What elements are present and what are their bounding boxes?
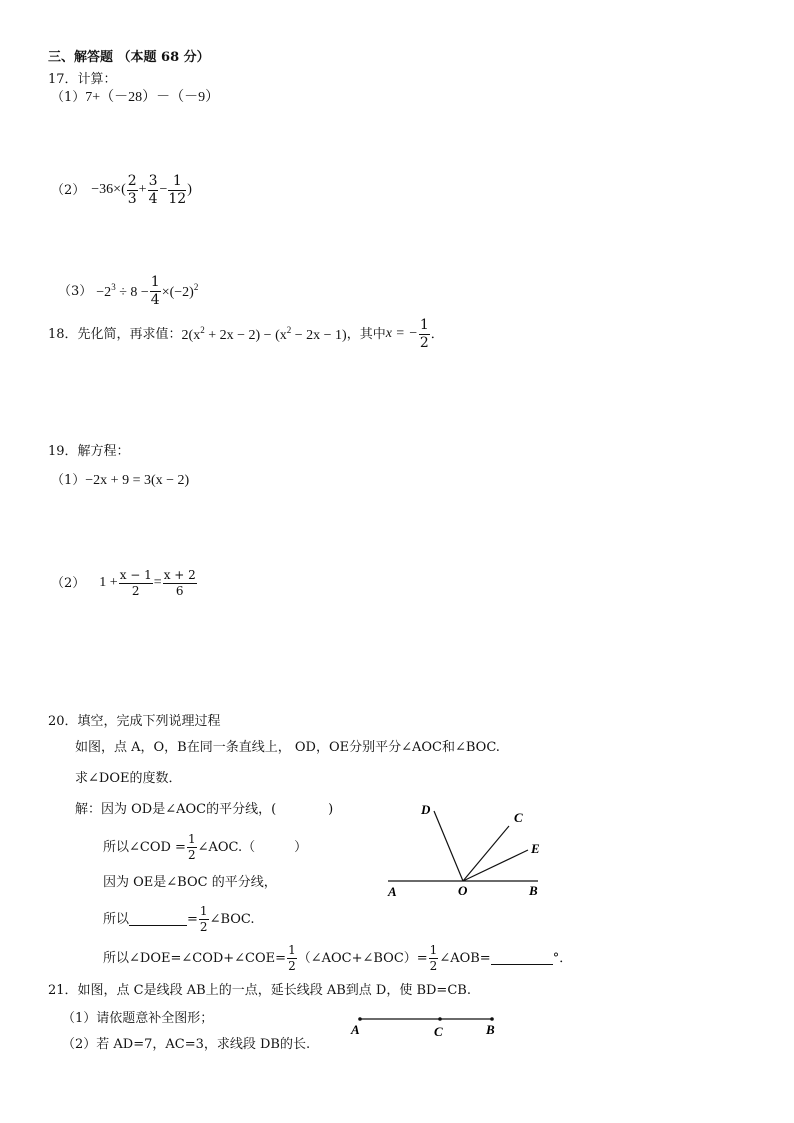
q20-sol4-frac: $\frac{1}{2}$ xyxy=(199,904,208,934)
q17-part2-tag: （2） xyxy=(51,182,86,198)
q19-part2 xyxy=(51,569,198,597)
q18-expr-c: − 2x − 1) xyxy=(291,327,347,343)
q20-sol4-post: ∠BOC. xyxy=(209,911,255,927)
q17-part1-tag: （1） xyxy=(51,90,86,105)
q20-sol5-pre: 所以∠DOE=∠COD+∠COE= xyxy=(103,950,287,966)
q20-sol2-pre: 所以∠COD = xyxy=(103,839,186,855)
point-c xyxy=(438,1017,442,1021)
q19-part2-pre: 1 + xyxy=(99,575,118,591)
q17-part3-exp1: 3 xyxy=(111,281,116,292)
q20-solution-3: 因为 OE是∠BOC 的平分线， xyxy=(103,875,277,890)
label-b: B xyxy=(529,883,538,898)
q20-angle-figure xyxy=(380,795,560,905)
q17-part2-frac2: $\frac{3}{4}$ xyxy=(148,173,158,207)
q20-sol5-post: ∠AOB= xyxy=(439,950,491,966)
q20-sol2-frac: $\frac{1}{2}$ xyxy=(187,832,196,862)
q19-part2-eq: = xyxy=(153,575,162,591)
q21-part2: （2）若 AD=7，AC=3，求线段 DB的长. xyxy=(62,1037,311,1052)
q21-part1: （1）请依题意补全图形； xyxy=(62,1011,214,1026)
q17-part2-frac1: $\frac{2}{3}$ xyxy=(127,173,137,207)
label-a: A xyxy=(351,1022,360,1037)
q17-part3-frac: $\frac{1}{4}$ xyxy=(150,274,160,308)
q20-sol4-blank[interactable] xyxy=(129,913,187,926)
q18 xyxy=(48,318,444,350)
q19-label: 19．解方程： xyxy=(48,444,130,459)
label-c: C xyxy=(514,810,523,825)
point-a xyxy=(358,1017,362,1021)
q20-solution-2 xyxy=(103,833,307,861)
q20-solution-4 xyxy=(103,905,255,933)
q20-label: 20．填空，完成下列说理过程 xyxy=(48,714,221,729)
q17-part3-pre: −2 xyxy=(96,284,112,300)
q18-expr-a: 2(x xyxy=(181,327,201,343)
q19-part1-expr: −2x + 9 = 3(x − 2) xyxy=(85,473,190,488)
q17-label: 17．计算： xyxy=(48,72,117,87)
q19-part1 xyxy=(51,474,189,488)
q20-line2: 求∠DOE的度数． xyxy=(75,771,182,786)
q17-part3-mid: ÷ 8 − xyxy=(115,284,149,300)
q18-end: ． xyxy=(430,326,444,342)
ray-oe xyxy=(463,850,528,881)
q19-part2-frac2: $\frac{x + 2}{6}$ xyxy=(163,568,196,598)
q20-sol5-deg: °． xyxy=(552,950,573,966)
q20-sol5-frac1: $\frac{1}{2}$ xyxy=(288,943,296,973)
q19-part2-tag: （2） xyxy=(51,575,86,591)
label-a: A xyxy=(388,884,397,899)
label-b: B xyxy=(486,1022,495,1037)
section-title: 三、解答题 （本题 68 分） xyxy=(48,50,210,65)
q17-part2-pre: −36×( xyxy=(91,182,126,198)
label-e: E xyxy=(531,841,540,856)
q20-solution-5 xyxy=(103,944,572,972)
q17-part1-expr: 7+（－28）－（－9） xyxy=(85,90,220,105)
q17-part3-post: ×(−2) xyxy=(161,284,194,300)
label-d: D xyxy=(421,802,431,817)
q20-sol5-frac2: $\frac{1}{2}$ xyxy=(429,943,438,973)
q20-sol4-mid: = xyxy=(187,911,198,927)
label-c: C xyxy=(434,1024,443,1039)
q21-segment-figure xyxy=(346,1010,506,1042)
q19-part2-frac1: $\frac{x - 1}{2}$ xyxy=(119,568,152,598)
q20-sol4-pre: 所以 xyxy=(103,911,130,927)
q19-part1-tag: （1） xyxy=(51,473,86,488)
q17-part2-frac3: $\frac{1}{12}$ xyxy=(168,173,187,207)
q17-part2-op2: − xyxy=(159,182,168,198)
q17-part3-tag: （3） xyxy=(58,283,93,299)
q18-mid: ，其中 xyxy=(346,326,386,342)
q20-line1: 如图，点 A，O，B在同一条直线上， OD，OE分别平分∠AOC和∠BOC. xyxy=(75,740,500,755)
q18-exp-b: 2 xyxy=(286,324,292,335)
q18-x-eq: x = − xyxy=(385,326,418,342)
q17-part1 xyxy=(51,91,219,105)
q20-sol5-blank[interactable] xyxy=(491,952,553,965)
point-b xyxy=(490,1017,494,1021)
q21-label: 21．如图，点 C是线段 AB上的一点，延长线段 AB到点 D，使 BD=CB. xyxy=(48,983,471,998)
q17-part3-exp2: 2 xyxy=(193,281,199,292)
q18-expr-b: + 2x − 2) − (x xyxy=(204,327,287,343)
ray-oc xyxy=(463,826,509,881)
q17-part2 xyxy=(51,174,192,206)
q18-frac: $\frac{1}{2}$ xyxy=(419,317,429,351)
q17-part2-post: ) xyxy=(187,182,192,198)
q17-part2-op1: + xyxy=(138,182,147,198)
q20-sol5-mid: （∠AOC+∠BOC）= xyxy=(297,950,428,966)
q17-part3 xyxy=(58,275,198,307)
ray-od xyxy=(434,811,463,881)
q20-solution-1: 解：因为 OD是∠AOC的平分线，( ) xyxy=(75,802,334,817)
q18-exp-a: 2 xyxy=(200,324,205,335)
label-o: O xyxy=(458,883,468,898)
q20-sol2-post: ∠AOC.（ ） xyxy=(197,839,308,855)
q18-label: 18．先化简，再求值： xyxy=(48,326,182,342)
